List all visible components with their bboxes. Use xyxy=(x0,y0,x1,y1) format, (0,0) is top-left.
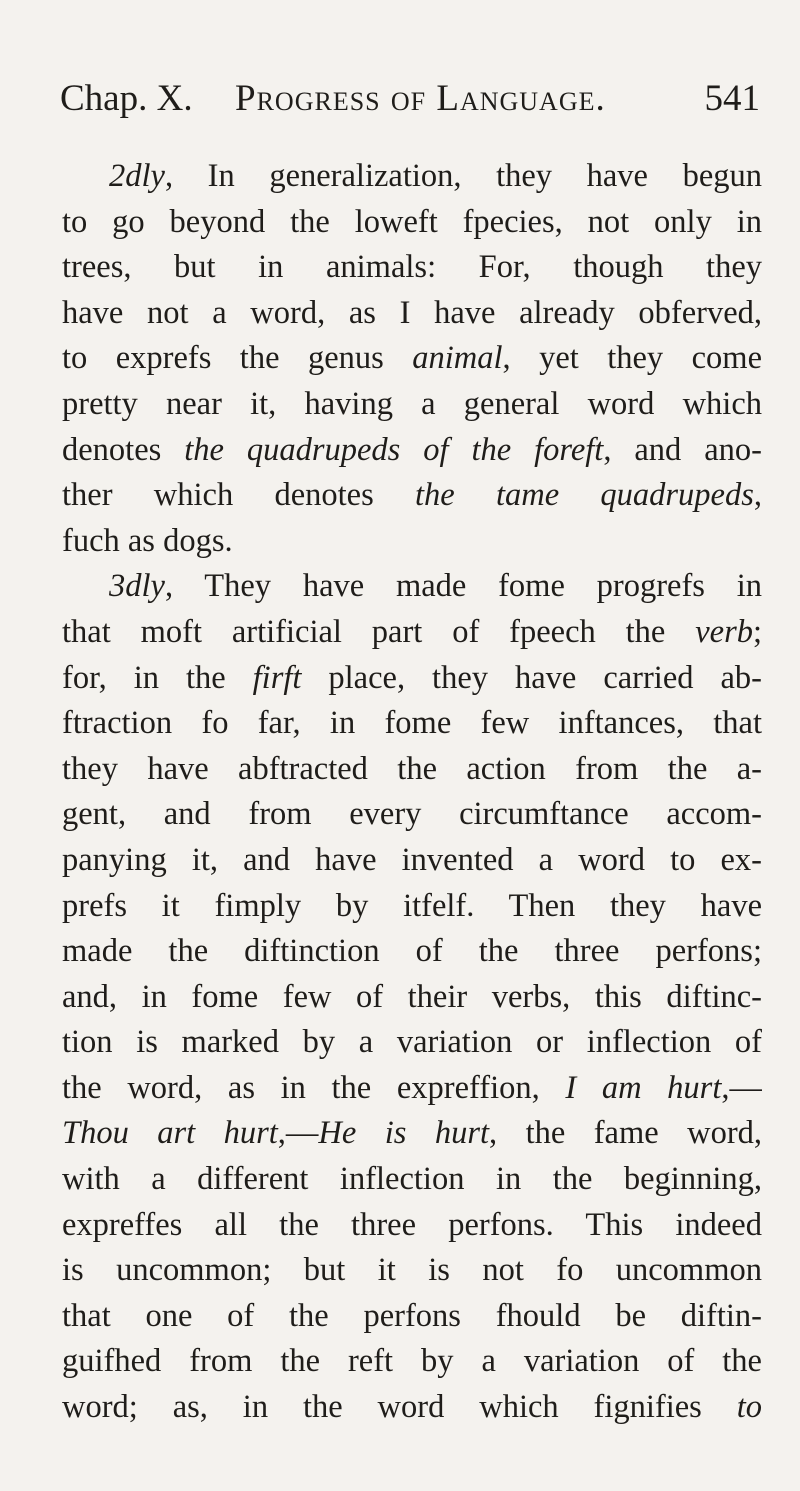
text-segment: , In generalization, they have begun xyxy=(164,158,762,194)
text-line xyxy=(62,1157,762,1203)
text-segment: , yet they come xyxy=(502,340,762,377)
italic-text: firft xyxy=(252,659,302,696)
text-segment: that one of the perfons fhould be diftin- xyxy=(62,1297,762,1334)
text-segment: ther which denotes xyxy=(62,477,415,514)
text-segment: , and ano- xyxy=(603,431,762,468)
text-segment: pretty near it, having a general word which xyxy=(62,385,762,422)
text-segment: ,— xyxy=(721,1069,762,1106)
text-line xyxy=(62,1248,762,1294)
text-segment: trees, but in animals: For, though they xyxy=(62,249,762,286)
text-line xyxy=(62,929,762,975)
text-segment: to exprefs the genus xyxy=(62,340,413,377)
text-line xyxy=(62,1385,762,1431)
text-segment: , the fame word, xyxy=(489,1115,762,1152)
text-segment: tion is marked by a variation or inflection of xyxy=(62,1024,762,1061)
body-text xyxy=(62,154,762,1431)
text-line xyxy=(62,1066,762,1112)
text-segment: place, they have carried ab- xyxy=(301,659,762,696)
text-line xyxy=(62,564,762,610)
text-segment: that moft artificial part of fpeech the xyxy=(62,613,696,650)
text-segment: , They have made fome progrefs in xyxy=(164,568,762,605)
text-line xyxy=(62,1111,762,1157)
text-line xyxy=(62,1294,762,1340)
text-line xyxy=(62,336,762,382)
chapter-title: Progress of Language. xyxy=(235,78,606,119)
text-line xyxy=(62,200,762,246)
text-segment: with a different inflection in the beginning, xyxy=(62,1161,762,1198)
text-segment: gent, and from every circumftance accom- xyxy=(62,796,762,833)
text-line xyxy=(62,838,762,884)
text-segment: they have abftracted the action from the a- xyxy=(62,750,762,787)
text-segment: is uncommon; but it is not fo uncommon xyxy=(62,1252,762,1289)
text-line xyxy=(62,792,762,838)
italic-text: animal xyxy=(412,340,503,377)
text-line xyxy=(62,1020,762,1066)
text-segment: ,— xyxy=(277,1115,319,1152)
text-segment: the word, as in the expreffion, xyxy=(62,1069,566,1106)
text-segment: for, in the xyxy=(62,659,253,696)
text-line xyxy=(62,1339,762,1385)
text-line xyxy=(62,1203,762,1249)
text-line xyxy=(62,291,762,337)
italic-text: verb xyxy=(695,613,753,650)
text-line xyxy=(62,154,762,200)
text-segment: denotes xyxy=(62,431,185,468)
text-segment: panying it, and have invented a word to ex- xyxy=(62,841,762,878)
text-segment: have not a word, as I have already obferved, xyxy=(62,294,762,331)
text-line xyxy=(62,428,762,474)
text-line xyxy=(62,975,762,1021)
text-line xyxy=(62,656,762,702)
text-line xyxy=(62,701,762,747)
text-line xyxy=(62,473,762,519)
text-segment: ; xyxy=(752,613,762,650)
text-segment: ftraction fo far, in fome few inftances, that xyxy=(62,705,762,742)
text-line xyxy=(62,245,762,291)
text-segment: word; as, in the word which fignifies xyxy=(62,1389,737,1426)
text-line xyxy=(62,610,762,656)
text-segment: made the diftinction of the three perfons; xyxy=(62,933,762,970)
italic-text: I am hurt xyxy=(565,1069,722,1106)
text-line xyxy=(62,519,762,565)
text-segment: and, in fome few of their verbs, this diftinc- xyxy=(62,978,762,1015)
page-number: 541 xyxy=(704,78,760,119)
italic-text: to xyxy=(736,1389,762,1426)
text-segment: , xyxy=(753,477,762,514)
text-line xyxy=(62,382,762,428)
chapter-label: Chap. X. xyxy=(60,78,193,119)
italic-text: He is hurt xyxy=(318,1115,490,1152)
text-segment: fuch as dogs. xyxy=(62,522,233,559)
text-line xyxy=(62,884,762,930)
text-segment: expreffes all the three perfons. This indeed xyxy=(62,1206,762,1243)
text-segment: guifhed from the reft by a variation of the xyxy=(62,1343,762,1380)
text-segment: prefs it fimply by itfelf. Then they have xyxy=(62,887,762,924)
text-segment: to go beyond the loweft fpecies, not only in xyxy=(62,203,762,240)
running-head xyxy=(60,74,760,124)
text-line xyxy=(62,747,762,793)
italic-text: 3dly xyxy=(109,568,165,605)
italic-text: 2dly xyxy=(109,158,165,194)
italic-text: the quadrupeds of the foreft xyxy=(184,431,604,468)
italic-text: Thou art hurt xyxy=(62,1115,278,1152)
italic-text: the tame quadrupeds xyxy=(415,477,754,514)
